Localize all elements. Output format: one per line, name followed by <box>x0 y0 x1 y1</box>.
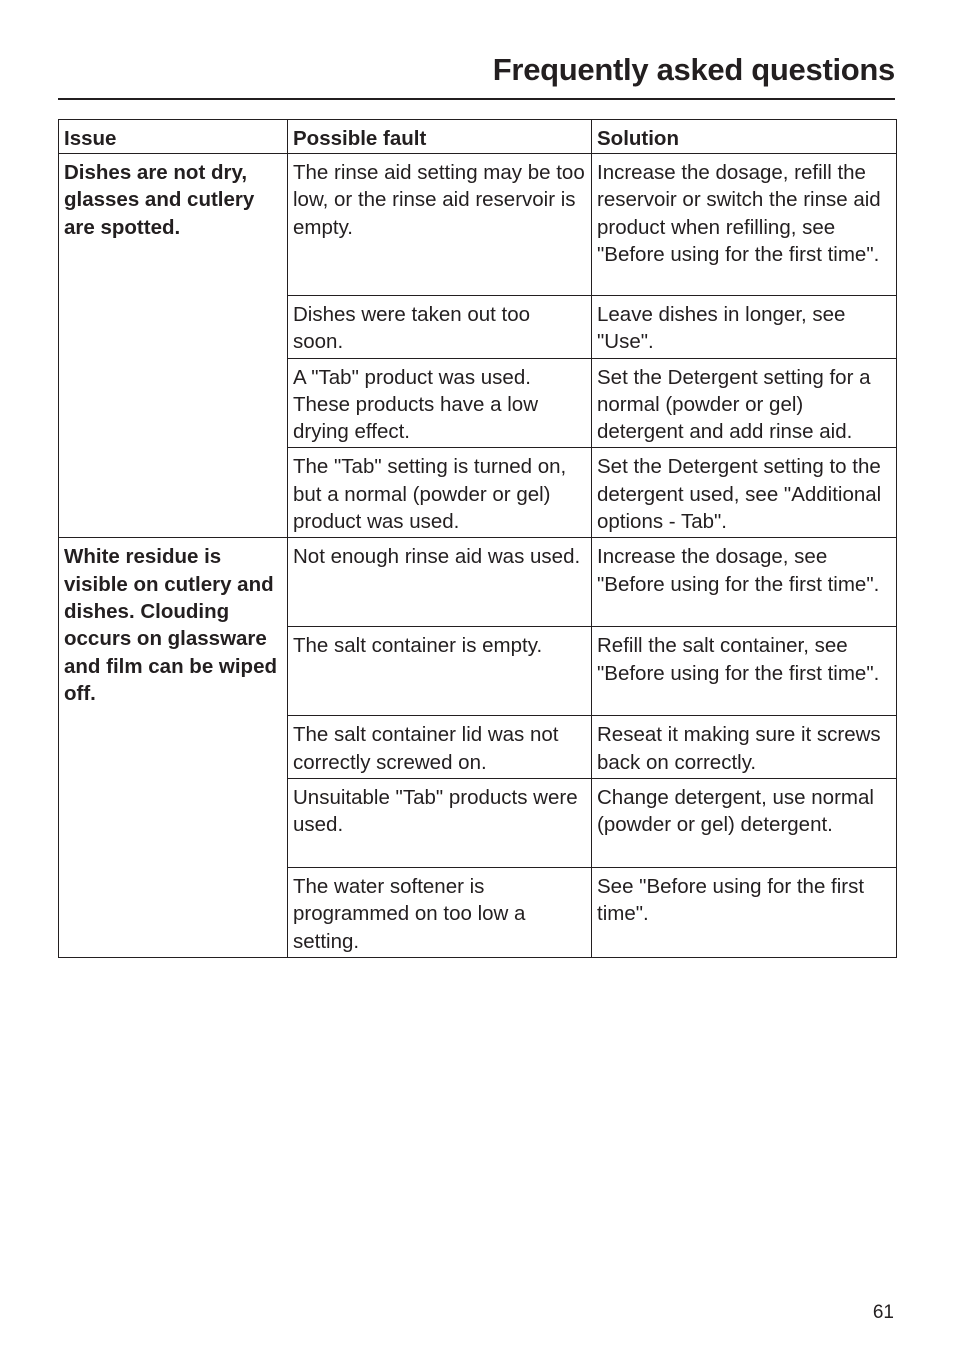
solution-cell: Reseat it making sure it screws back on correctly. <box>592 716 897 779</box>
faq-table <box>58 119 897 958</box>
solution-cell: Increase the dosage, refill the reservoir or switch the rinse aid product when refilling, see "Before using for the first time". <box>592 154 897 296</box>
fault-cell: The salt container is empty. <box>288 627 592 716</box>
fault-cell: The water softener is programmed on too low a setting. <box>288 867 592 957</box>
fault-cell: The "Tab" setting is turned on, but a normal (powder or gel) product was used. <box>288 448 592 538</box>
fault-cell: Unsuitable "Tab" products were used. <box>288 778 592 867</box>
solution-cell: Refill the salt container, see "Before using for the first time". <box>592 627 897 716</box>
solution-cell: Increase the dosage, see "Before using for the first time". <box>592 538 897 627</box>
table-row <box>59 538 897 627</box>
solution-cell: Leave dishes in longer, see "Use". <box>592 296 897 359</box>
solution-cell: See "Before using for the first time". <box>592 867 897 957</box>
table-header-row <box>59 120 897 154</box>
column-header-solution: Solution <box>592 120 897 154</box>
title-divider <box>58 98 895 100</box>
page-number: 61 <box>872 1302 894 1323</box>
issue-cell: White residue is visible on cutlery and dishes. Clouding occurs on glassware and film can be wiped off. <box>59 538 288 957</box>
fault-cell: The salt container lid was not correctly screwed on. <box>288 716 592 779</box>
solution-cell: Set the Detergent setting to the detergent used, see "Additional options - Tab". <box>592 448 897 538</box>
issue-cell: Dishes are not dry, glasses and cutlery are spotted. <box>59 154 288 538</box>
fault-cell: Dishes were taken out too soon. <box>288 296 592 359</box>
fault-cell: Not enough rinse aid was used. <box>288 538 592 627</box>
column-header-issue: Issue <box>59 120 288 154</box>
page-title: Frequently asked questions <box>492 52 895 87</box>
solution-cell: Set the Detergent setting for a normal (powder or gel) detergent and add rinse aid. <box>592 358 897 448</box>
table-row <box>59 154 897 296</box>
fault-cell: A "Tab" product was used. These products have a low drying effect. <box>288 358 592 448</box>
column-header-possible-fault: Possible fault <box>288 120 592 154</box>
fault-cell: The rinse aid setting may be too low, or the rinse aid reservoir is empty. <box>288 154 592 296</box>
solution-cell: Change detergent, use normal (powder or gel) detergent. <box>592 778 897 867</box>
